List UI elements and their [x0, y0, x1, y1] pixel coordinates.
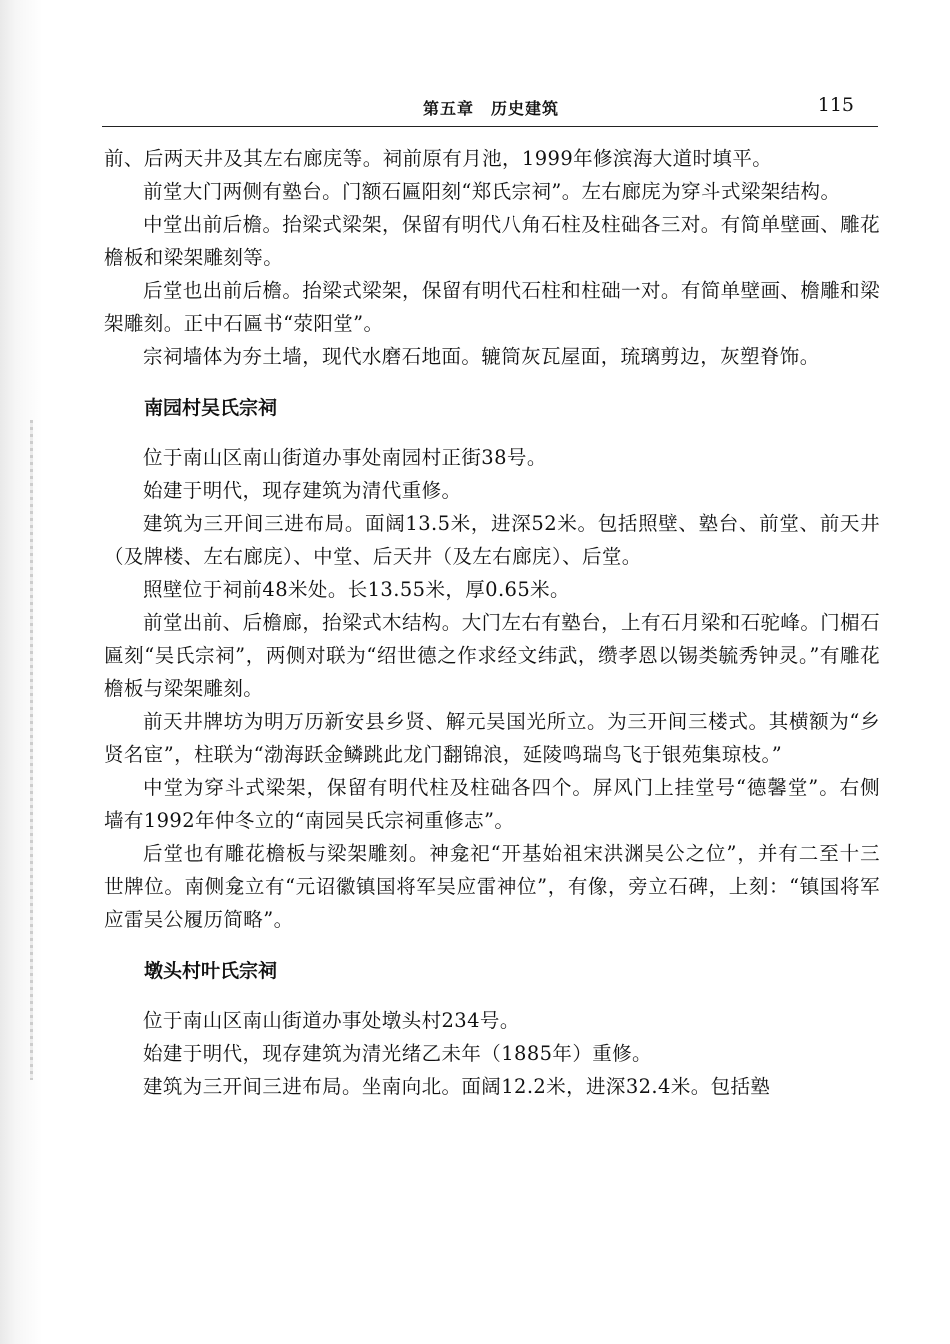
paragraph: 建筑为三开间三进布局。面阔13.5米，进深52米。包括照壁、塾台、前堂、前天井（及牌楼、左右廊庑）、中堂、后天井（及左右廊庑）、后堂。 [104, 512, 880, 568]
paragraph: 中堂为穿斗式梁架，保留有明代柱及柱础各四个。屏风门上挂堂号“德馨堂”。右侧墙有1992年仲冬立的“南园吴氏宗祠重修志”。 [104, 776, 880, 832]
header-rule [102, 126, 878, 127]
section-duntou-ye-ancestral-hall [104, 956, 880, 1103]
paragraph: 照壁位于祠前48米处。长13.55米，厚0.65米。 [143, 578, 570, 601]
page-body [104, 142, 880, 1103]
section-zheng-ancestral-hall [104, 142, 880, 373]
page-number: 115 [817, 94, 854, 116]
paragraph: 后堂也出前后檐。抬梁式梁架，保留有明代石柱和柱础一对。有简单壁画、檐雕和梁架雕刻。正中石匾书“荥阳堂”。 [104, 279, 880, 335]
paragraph: 中堂出前后檐。抬梁式梁架，保留有明代八角石柱及柱础各三对。有简单壁画、雕花檐板和梁架雕刻等。 [104, 213, 880, 269]
running-header [104, 94, 878, 122]
paragraph: 前、后两天井及其左右廊庑等。祠前原有月池，1999年修滨海大道时填平。 [104, 147, 773, 170]
paragraph: 位于南山区南山街道办事处墩头村234号。 [143, 1009, 520, 1032]
paragraph: 宗祠墙体为夯土墙，现代水磨石地面。辘筒灰瓦屋面，琉璃剪边，灰塑脊饰。 [143, 345, 820, 368]
chapter-title: 第五章 历史建筑 [422, 99, 559, 118]
paragraph: 前堂大门两侧有塾台。门额石匾阳刻“郑氏宗祠”。左右廊庑为穿斗式梁架结构。 [143, 180, 841, 203]
binding-scan-streak [30, 420, 33, 1080]
section-heading: 南园村吴氏宗祠 [144, 397, 278, 419]
paragraph: 后堂也有雕花檐板与梁架雕刻。神龛祀“开基始祖宋洪渊吴公之位”，并有二至十三世牌位。南侧龛立有“元诏徽镇国将军吴应雷神位”，有像，旁立石碑，上刻：“镇国将军应雷吴公履历简略”。 [104, 842, 880, 931]
paragraph: 建筑为三开间三进布局。坐南向北。面阔12.2米，进深32.4米。包括塾 [143, 1075, 771, 1098]
paragraph: 始建于明代，现存建筑为清代重修。 [143, 479, 462, 502]
paragraph: 前堂出前、后檐廊，抬梁式木结构。大门左右有塾台，上有石月梁和石驼峰。门楣石匾刻“吴氏宗祠”，两侧对联为“绍世德之作求经文纬武，缵孝恩以锡类毓秀钟灵。”有雕花檐板与梁架雕刻。 [104, 611, 880, 700]
section-heading: 墩头村叶氏宗祠 [144, 960, 278, 982]
page-binding-shadow [0, 0, 42, 1344]
paragraph: 前天井牌坊为明万历新安县乡贤、解元吴国光所立。为三开间三楼式。其横额为“乡贤名宦”，柱联为“渤海跃金鳞跳此龙门翻锦浪，延陵鸣瑞鸟飞于银苑集琼枝。” [104, 710, 880, 766]
section-nanyuan-wu-ancestral-hall [104, 393, 880, 936]
paragraph: 始建于明代，现存建筑为清光绪乙未年（1885年）重修。 [143, 1042, 652, 1065]
paragraph: 位于南山区南山街道办事处南园村正街38号。 [143, 446, 547, 469]
